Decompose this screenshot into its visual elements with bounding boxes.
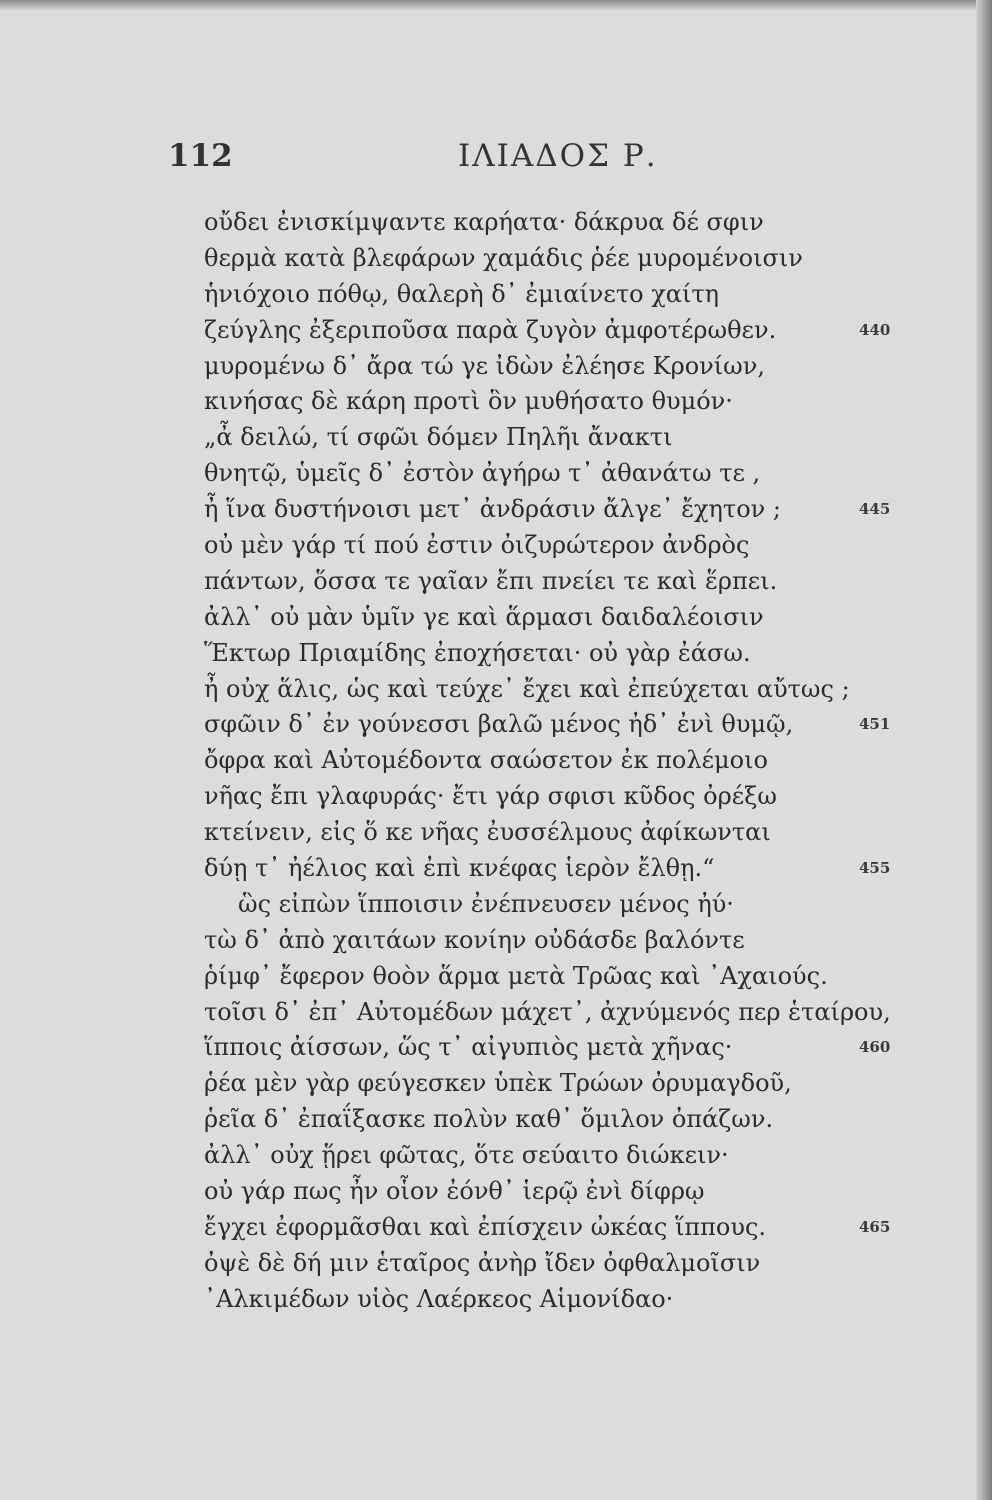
verse-text: ἀλλ᾽ οὐ μὰν ὑμῖν γε καὶ ἅρμασι δαιδαλέοισιν <box>204 602 764 631</box>
verse-line <box>204 1210 904 1246</box>
line-number: 455 <box>859 859 891 878</box>
verse-line <box>204 564 904 600</box>
verse-line <box>204 456 904 492</box>
verse-text: τοῖσι δ᾽ ἐπ᾽ Αὐτομέδων μάχετ᾽, ἀχνύμενός περ ἑταίρου, <box>204 997 891 1026</box>
verse-text: ἵπποις ἀίσσων, ὥς τ᾽ αἰγυπιὸς μετὰ χῆνας· <box>204 1033 733 1062</box>
verse-text: ῥέα μὲν γὰρ φεύγεσκεν ὑπὲκ Τρώων ὀρυμαγδοῦ, <box>204 1069 792 1098</box>
verse-text: ῥεῖα δ᾽ ἐπαΐξασκε πολὺν καθ᾽ ὅμιλον ὀπάζων. <box>204 1105 774 1134</box>
verse-line <box>204 995 904 1031</box>
verse-line <box>204 779 904 815</box>
line-number: 440 <box>859 320 891 339</box>
verse-text: νῆας ἔπι γλαφυράς· ἔτι γάρ σφισι κῦδος ὀρέξω <box>204 782 777 811</box>
page-header <box>168 138 868 178</box>
verse-text: πάντων, ὅσσα τε γαῖαν ἔπι πνείει τε καὶ ἕρπει. <box>204 566 778 595</box>
verse-text: θνητῷ, ὑμεῖς δ᾽ ἐστὸν ἀγήρω τ᾽ ἀθανάτω τε , <box>204 459 761 488</box>
verse-text: δύῃ τ᾽ ἠέλιος καὶ ἐπὶ κνέφας ἱερὸν ἔλθῃ.“ <box>204 854 715 883</box>
line-number: 451 <box>859 715 891 734</box>
verse-text: „ἆ δειλώ, τί σφῶι δόμεν Πηλῆι ἄνακτι <box>204 423 673 452</box>
verse-text: ἀλλ᾽ οὐχ ᾕρει φῶτας, ὅτε σεύαιτο διώκειν· <box>204 1141 729 1170</box>
verse-block <box>204 205 904 1318</box>
verse-line <box>204 707 904 743</box>
verse-text: θερμὰ κατὰ βλεφάρων χαμάδις ῥέε μυρομένοισιν <box>204 243 803 272</box>
verse-text: κτείνειν, εἰς ὅ κε νῆας ἐυσσέλμους ἀφίκωνται <box>204 818 771 847</box>
verse-line <box>204 851 904 887</box>
verse-line <box>204 384 904 420</box>
verse-line <box>204 1030 904 1066</box>
verse-text: Ἕκτωρ Πριαμίδης ἐποχήσεται· οὐ γὰρ ἐάσω. <box>204 638 751 667</box>
line-number: 465 <box>859 1217 891 1236</box>
verse-line <box>204 1282 904 1318</box>
verse-line <box>204 1246 904 1282</box>
verse-text: σφῶιν δ᾽ ἐν γούνεσσι βαλῶ μένος ἠδ᾽ ἐνὶ θυμῷ, <box>204 710 794 739</box>
line-number: 445 <box>859 500 891 519</box>
verse-text: κινήσας δὲ κάρη προτὶ ὃν μυθήσατο θυμόν· <box>204 387 733 416</box>
verse-text: οὐ μὲν γάρ τί πού ἐστιν ὀιζυρώτερον ἀνδρὸς <box>204 531 750 560</box>
verse-line <box>204 923 904 959</box>
verse-text: ζεύγλης ἐξεριποῦσα παρὰ ζυγὸν ἀμφοτέρωθεν. <box>204 315 777 344</box>
verse-line <box>204 672 904 708</box>
verse-text: ὄφρα καὶ Αὐτομέδοντα σαώσετον ἐκ πολέμοιο <box>204 746 768 775</box>
verse-text: οὔδει ἐνισκίμψαντε καρήατα· δάκρυα δέ σφιν <box>204 208 764 236</box>
scan-edge-right <box>976 0 992 1500</box>
verse-line <box>204 420 904 456</box>
line-number: 460 <box>859 1038 891 1057</box>
page-number: 112 <box>168 138 233 174</box>
verse-line <box>204 313 904 349</box>
verse-text: τὼ δ᾽ ἀπὸ χαιτάων κονίην οὐδάσδε βαλόντε <box>204 925 745 954</box>
verse-line <box>204 636 904 672</box>
verse-text: ἡνιόχοιο πόθῳ, θαλερὴ δ᾽ ἐμιαίνετο χαίτη <box>204 279 720 308</box>
verse-line <box>204 959 904 995</box>
verse-line <box>204 743 904 779</box>
verse-text: ὣς εἰπὼν ἵπποισιν ἐνέπνευσεν μένος ἠύ· <box>238 889 734 918</box>
verse-line <box>204 277 904 313</box>
verse-text: ἦ οὐχ ἅλις, ὡς καὶ τεύχε᾽ ἔχει καὶ ἐπεύχεται αὔτως ; <box>204 674 850 703</box>
verse-text: ἦ ἵνα δυστήνοισι μετ᾽ ἀνδράσιν ἄλγε᾽ ἔχητον ; <box>204 495 781 524</box>
verse-line <box>204 492 904 528</box>
verse-line <box>204 887 904 923</box>
verse-line <box>204 349 904 385</box>
verse-line <box>204 600 904 636</box>
verse-line <box>204 1102 904 1138</box>
scan-edge-top <box>0 0 992 10</box>
verse-text: οὐ γάρ πως ἦν οἷον ἐόνθ᾽ ἱερῷ ἐνὶ δίφρῳ <box>204 1177 705 1206</box>
verse-text: μυρομένω δ᾽ ἄρα τώ γε ἰδὼν ἐλέησε Κρονίων, <box>204 351 765 380</box>
verse-text: ῥίμφ᾽ ἔφερον θοὸν ἅρμα μετὰ Τρῶας καὶ ᾽Αχαιούς. <box>204 961 828 990</box>
verse-text: ἔγχει ἐφορμᾶσθαι καὶ ἐπίσχειν ὠκέας ἵππους. <box>204 1212 767 1241</box>
verse-line <box>204 528 904 564</box>
verse-line <box>204 815 904 851</box>
verse-line <box>204 1066 904 1102</box>
running-title: ΙΛΙΑΔΟΣ Ρ. <box>458 138 658 174</box>
verse-line <box>204 205 904 241</box>
verse-text: ᾽Αλκιμέδων υἱὸς Λαέρκεος Αἱμονίδαο· <box>204 1284 674 1313</box>
verse-line <box>204 241 904 277</box>
verse-line <box>204 1138 904 1174</box>
verse-text: ὀψὲ δὲ δή μιν ἑταῖρος ἀνὴρ ἴδεν ὀφθαλμοῖσιν <box>204 1248 761 1277</box>
verse-line <box>204 1174 904 1210</box>
